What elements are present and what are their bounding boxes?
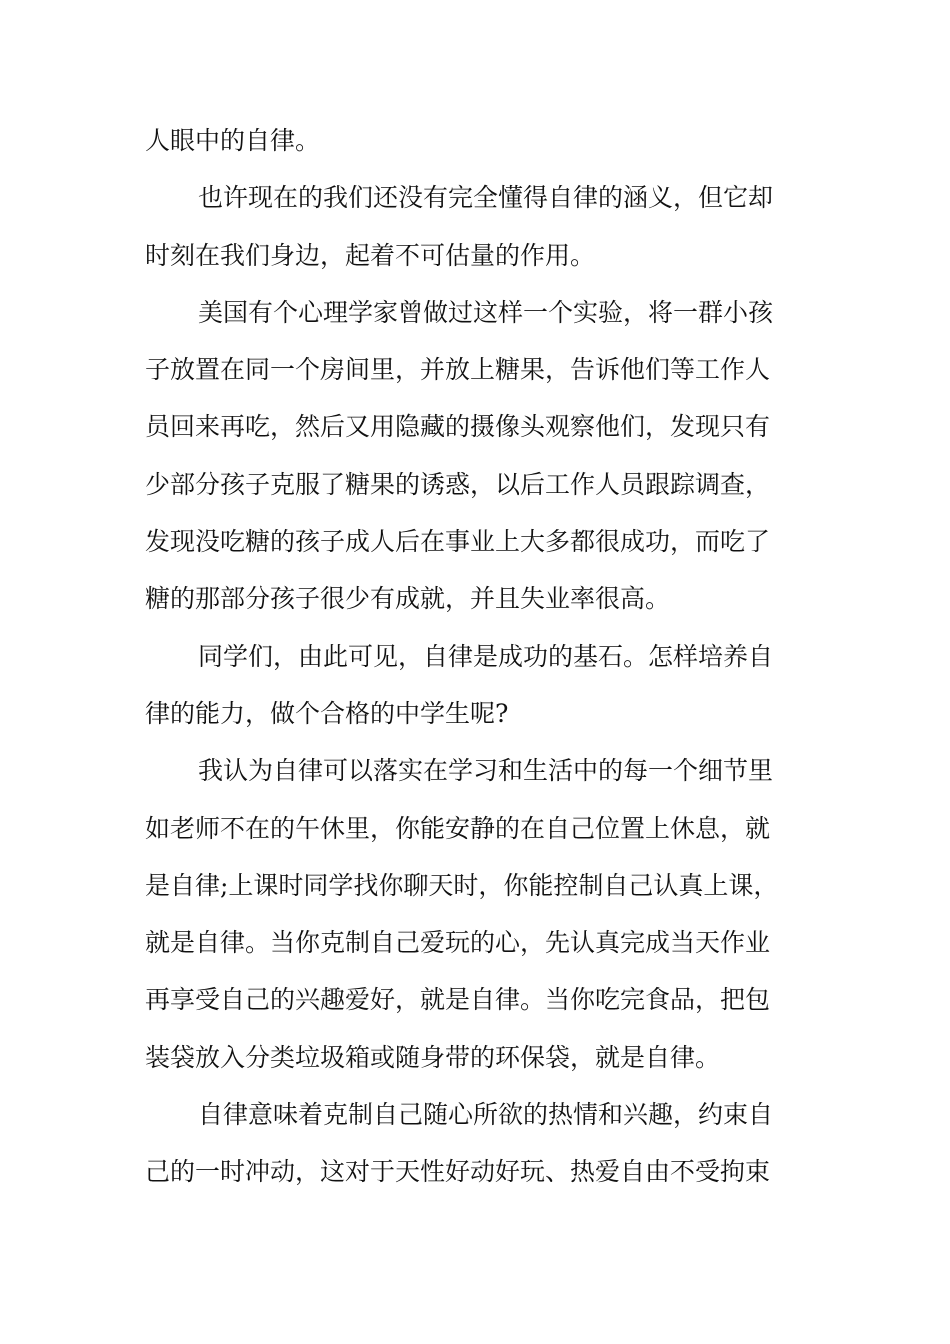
text-line: 如老师不在的午休里，你能安静的在自己位置上休息，就 <box>145 813 771 843</box>
text-line: 再享受自己的兴趣爱好，就是自律。当你吃完食品，把包 <box>145 985 771 1015</box>
text-line: 己的一时冲动，这对于天性好动好玩、热爱自由不受拘束 <box>145 1157 771 1187</box>
paragraph <box>145 169 809 284</box>
text-line: 少部分孩子克服了糖果的诱惑，以后工作人员跟踪调查， <box>145 469 771 499</box>
text-line: 也许现在的我们还没有完全懂得自律的涵义，但它却 <box>198 183 774 213</box>
text-line: 律的能力，做个合格的中学生呢? <box>145 698 509 728</box>
text-line: 装袋放入分类垃圾箱或随身带的环保袋，就是自律。 <box>145 1042 721 1072</box>
text-line: 我认为自律可以落实在学习和生活中的每一个细节里 <box>198 756 774 786</box>
text-line: 同学们，由此可见，自律是成功的基石。怎样培养自 <box>198 641 774 671</box>
paragraph <box>145 1086 809 1201</box>
text-line: 员回来再吃，然后又用隐藏的摄像头观察他们，发现只有 <box>145 412 771 442</box>
document-body <box>145 112 809 1201</box>
text-line: 人眼中的自律。 <box>145 126 321 155</box>
paragraph <box>145 628 809 743</box>
text-line: 自律意味着克制自己随心所欲的热情和兴趣，约束自 <box>198 1100 774 1130</box>
paragraph <box>145 742 809 1086</box>
text-line: 是自律;上课时同学找你聊天时，你能控制自己认真上课， <box>145 870 779 900</box>
text-line: 美国有个心理学家曾做过这样一个实验，将一群小孩 <box>198 297 774 327</box>
text-line: 发现没吃糖的孩子成人后在事业上大多都很成功，而吃了 <box>145 527 771 557</box>
text-line: 时刻在我们身边，起着不可估量的作用。 <box>145 240 596 270</box>
paragraph <box>145 284 809 628</box>
text-line: 子放置在同一个房间里，并放上糖果，告诉他们等工作人 <box>145 355 771 385</box>
paragraph-continuation <box>145 112 809 169</box>
text-line: 糖的那部分孩子很少有成就，并且失业率很高。 <box>145 584 671 614</box>
text-line: 就是自律。当你克制自己爱玩的心，先认真完成当天作业 <box>145 928 771 958</box>
